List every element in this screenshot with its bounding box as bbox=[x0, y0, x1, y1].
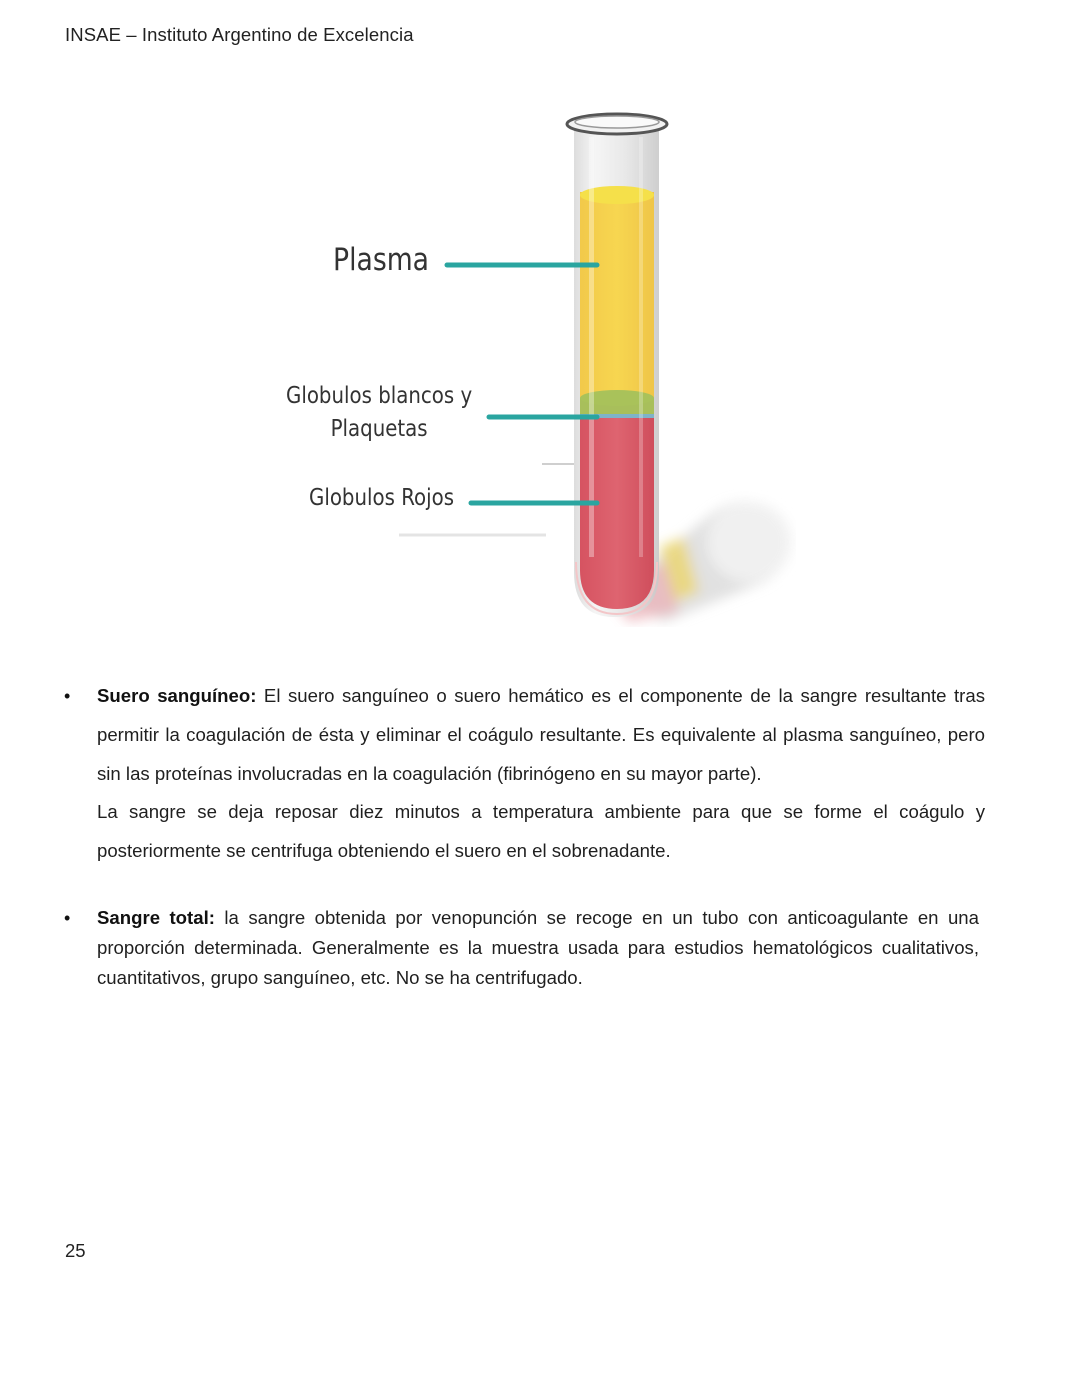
label-red-cells: Globulos Rojos bbox=[309, 485, 455, 511]
list-item-suero-sanguineo bbox=[64, 677, 986, 871]
paragraph-suero-procedure: La sangre se deja reposar diez minutos a temperatura ambiente para que se forme el coágulo y posteriormente se centrifuga obteniendo el suero en el sobrenadante. bbox=[97, 801, 985, 862]
term-sangre-total: Sangre total: bbox=[97, 907, 215, 928]
term-suero-sanguineo: Suero sanguíneo: bbox=[97, 685, 257, 706]
test-tube-illustration bbox=[284, 92, 796, 627]
label-white-cells-platelets bbox=[286, 380, 472, 446]
page-number: 25 bbox=[65, 1240, 86, 1261]
bullet-icon: • bbox=[64, 908, 71, 928]
blood-tube-figure bbox=[284, 92, 796, 627]
definition-text: El suero sanguíneo o suero hemático es el componente de la sangre resultante tras permitir la coagulación de ésta y eliminar el coágulo resultante. Es equivalente al plasma sanguíneo, pero sin las proteínas involucradas en la coagulación (fibrinógeno en su mayor parte). bbox=[97, 685, 986, 784]
label-white-cells-line1: Globulos blancos y bbox=[286, 383, 473, 409]
bullet-icon: • bbox=[64, 686, 71, 706]
page-header-title: INSAE – Instituto Argentino de Excelencia bbox=[65, 24, 414, 45]
label-white-cells-line2: Plaquetas bbox=[330, 416, 428, 442]
label-plasma: Plasma bbox=[333, 242, 430, 278]
definition-text: la sangre obtenida por venopunción se recoge en un tubo con anticoagulante en una proporción determinada. Generalmente es la muestra usada para estudios hematológicos cualitativos, cuantitativos, grupo sanguíneo, etc. No se ha centrifugado. bbox=[97, 907, 979, 988]
list-item-sangre-total bbox=[64, 903, 979, 993]
paragraph-sangre-total bbox=[97, 903, 979, 993]
paragraph-suero-definition bbox=[97, 677, 985, 793]
